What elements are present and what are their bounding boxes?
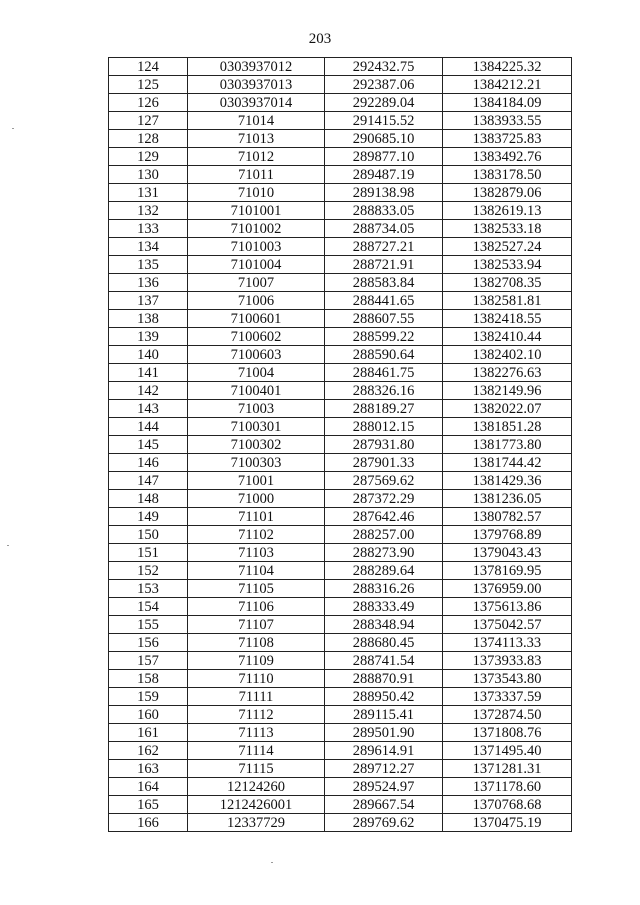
y-coordinate-cell: 1375042.57	[443, 616, 572, 634]
point-number-cell: 138	[109, 310, 188, 328]
x-coordinate-cell: 288607.55	[325, 310, 443, 328]
point-id-cell: 71111	[188, 688, 325, 706]
point-id-cell: 71104	[188, 562, 325, 580]
table-row	[109, 130, 572, 148]
table-row	[109, 706, 572, 724]
y-coordinate-cell: 1371178.60	[443, 778, 572, 796]
x-coordinate-cell: 291415.52	[325, 112, 443, 130]
x-coordinate-cell: 292432.75	[325, 58, 443, 76]
x-coordinate-cell: 289712.27	[325, 760, 443, 778]
point-id-cell: 71108	[188, 634, 325, 652]
y-coordinate-cell: 1382276.63	[443, 364, 572, 382]
point-number-cell: 154	[109, 598, 188, 616]
table-row	[109, 184, 572, 202]
x-coordinate-cell: 289614.91	[325, 742, 443, 760]
table-row	[109, 58, 572, 76]
point-id-cell: 71011	[188, 166, 325, 184]
x-coordinate-cell: 292289.04	[325, 94, 443, 112]
point-id-cell: 7100302	[188, 436, 325, 454]
table-row	[109, 652, 572, 670]
x-coordinate-cell: 288273.90	[325, 544, 443, 562]
point-id-cell: 7100601	[188, 310, 325, 328]
table-row	[109, 382, 572, 400]
point-number-cell: 150	[109, 526, 188, 544]
page-number: 203	[308, 31, 332, 47]
table-body	[109, 58, 572, 832]
y-coordinate-cell: 1382581.81	[443, 292, 572, 310]
point-number-cell: 152	[109, 562, 188, 580]
y-coordinate-cell: 1371495.40	[443, 742, 572, 760]
y-coordinate-cell: 1384212.21	[443, 76, 572, 94]
point-number-cell: 166	[109, 814, 188, 832]
y-coordinate-cell: 1370475.19	[443, 814, 572, 832]
point-id-cell: 71012	[188, 148, 325, 166]
point-number-cell: 124	[109, 58, 188, 76]
x-coordinate-cell: 288870.91	[325, 670, 443, 688]
point-id-cell: 7100303	[188, 454, 325, 472]
point-id-cell: 71107	[188, 616, 325, 634]
table-row	[109, 274, 572, 292]
y-coordinate-cell: 1371808.76	[443, 724, 572, 742]
y-coordinate-cell: 1370768.68	[443, 796, 572, 814]
table-row	[109, 688, 572, 706]
point-number-cell: 136	[109, 274, 188, 292]
x-coordinate-cell: 288599.22	[325, 328, 443, 346]
point-number-cell: 158	[109, 670, 188, 688]
table-row	[109, 418, 572, 436]
point-id-cell: 71114	[188, 742, 325, 760]
point-number-cell: 159	[109, 688, 188, 706]
point-id-cell: 7100401	[188, 382, 325, 400]
x-coordinate-cell: 288289.64	[325, 562, 443, 580]
y-coordinate-cell: 1383933.55	[443, 112, 572, 130]
point-number-cell: 127	[109, 112, 188, 130]
table-row	[109, 742, 572, 760]
y-coordinate-cell: 1382619.13	[443, 202, 572, 220]
point-id-cell: 71102	[188, 526, 325, 544]
point-number-cell: 161	[109, 724, 188, 742]
y-coordinate-cell: 1372874.50	[443, 706, 572, 724]
table-row	[109, 724, 572, 742]
table-row	[109, 346, 572, 364]
x-coordinate-cell: 287931.80	[325, 436, 443, 454]
y-coordinate-cell: 1382418.55	[443, 310, 572, 328]
y-coordinate-cell: 1381851.28	[443, 418, 572, 436]
table-row	[109, 526, 572, 544]
point-number-cell: 140	[109, 346, 188, 364]
y-coordinate-cell: 1382527.24	[443, 238, 572, 256]
point-number-cell: 157	[109, 652, 188, 670]
point-number-cell: 149	[109, 508, 188, 526]
point-number-cell: 141	[109, 364, 188, 382]
table-row	[109, 634, 572, 652]
x-coordinate-cell: 288680.45	[325, 634, 443, 652]
point-id-cell: 7101002	[188, 220, 325, 238]
table-row	[109, 778, 572, 796]
y-coordinate-cell: 1382533.94	[443, 256, 572, 274]
point-id-cell: 71003	[188, 400, 325, 418]
x-coordinate-cell: 288012.15	[325, 418, 443, 436]
y-coordinate-cell: 1382708.35	[443, 274, 572, 292]
y-coordinate-cell: 1382410.44	[443, 328, 572, 346]
table-row	[109, 670, 572, 688]
point-number-cell: 135	[109, 256, 188, 274]
table-row	[109, 616, 572, 634]
point-number-cell: 162	[109, 742, 188, 760]
point-id-cell: 71109	[188, 652, 325, 670]
point-id-cell: 71106	[188, 598, 325, 616]
x-coordinate-cell: 287901.33	[325, 454, 443, 472]
point-id-cell: 0303937014	[188, 94, 325, 112]
scan-speck	[7, 545, 9, 546]
x-coordinate-cell: 288721.91	[325, 256, 443, 274]
table-row	[109, 760, 572, 778]
y-coordinate-cell: 1381429.36	[443, 472, 572, 490]
x-coordinate-cell: 289138.98	[325, 184, 443, 202]
table-row	[109, 76, 572, 94]
y-coordinate-cell: 1373337.59	[443, 688, 572, 706]
point-number-cell: 155	[109, 616, 188, 634]
point-number-cell: 131	[109, 184, 188, 202]
point-id-cell: 0303937013	[188, 76, 325, 94]
table-row	[109, 490, 572, 508]
point-id-cell: 7100602	[188, 328, 325, 346]
y-coordinate-cell: 1382533.18	[443, 220, 572, 238]
x-coordinate-cell: 288833.05	[325, 202, 443, 220]
table-row	[109, 202, 572, 220]
y-coordinate-cell: 1383492.76	[443, 148, 572, 166]
point-id-cell: 71101	[188, 508, 325, 526]
y-coordinate-cell: 1379043.43	[443, 544, 572, 562]
point-number-cell: 125	[109, 76, 188, 94]
x-coordinate-cell: 288333.49	[325, 598, 443, 616]
table-row	[109, 544, 572, 562]
y-coordinate-cell: 1371281.31	[443, 760, 572, 778]
point-id-cell: 12124260	[188, 778, 325, 796]
point-number-cell: 130	[109, 166, 188, 184]
x-coordinate-cell: 288590.64	[325, 346, 443, 364]
scan-speck	[12, 128, 14, 129]
x-coordinate-cell: 288950.42	[325, 688, 443, 706]
y-coordinate-cell: 1382022.07	[443, 400, 572, 418]
x-coordinate-cell: 289667.54	[325, 796, 443, 814]
point-id-cell: 71014	[188, 112, 325, 130]
x-coordinate-cell: 288583.84	[325, 274, 443, 292]
point-number-cell: 147	[109, 472, 188, 490]
table-row	[109, 166, 572, 184]
table-row	[109, 94, 572, 112]
x-coordinate-cell: 288461.75	[325, 364, 443, 382]
point-number-cell: 144	[109, 418, 188, 436]
point-id-cell: 71004	[188, 364, 325, 382]
x-coordinate-cell: 289115.41	[325, 706, 443, 724]
point-number-cell: 164	[109, 778, 188, 796]
point-number-cell: 134	[109, 238, 188, 256]
table-row	[109, 796, 572, 814]
point-number-cell: 145	[109, 436, 188, 454]
x-coordinate-cell: 288441.65	[325, 292, 443, 310]
point-number-cell: 156	[109, 634, 188, 652]
y-coordinate-cell: 1373543.80	[443, 670, 572, 688]
y-coordinate-cell: 1379768.89	[443, 526, 572, 544]
point-number-cell: 126	[109, 94, 188, 112]
table-row	[109, 256, 572, 274]
point-id-cell: 71013	[188, 130, 325, 148]
point-number-cell: 128	[109, 130, 188, 148]
x-coordinate-cell: 289487.19	[325, 166, 443, 184]
y-coordinate-cell: 1374113.33	[443, 634, 572, 652]
y-coordinate-cell: 1378169.95	[443, 562, 572, 580]
y-coordinate-cell: 1383178.50	[443, 166, 572, 184]
x-coordinate-cell: 289524.97	[325, 778, 443, 796]
x-coordinate-cell: 288257.00	[325, 526, 443, 544]
x-coordinate-cell: 288734.05	[325, 220, 443, 238]
point-number-cell: 129	[109, 148, 188, 166]
table-row	[109, 328, 572, 346]
y-coordinate-cell: 1383725.83	[443, 130, 572, 148]
point-id-cell: 71001	[188, 472, 325, 490]
y-coordinate-cell: 1381773.80	[443, 436, 572, 454]
y-coordinate-cell: 1373933.83	[443, 652, 572, 670]
table-row	[109, 436, 572, 454]
point-id-cell: 0303937012	[188, 58, 325, 76]
point-number-cell: 163	[109, 760, 188, 778]
point-number-cell: 137	[109, 292, 188, 310]
table-row	[109, 580, 572, 598]
x-coordinate-cell: 288316.26	[325, 580, 443, 598]
table-row	[109, 238, 572, 256]
x-coordinate-cell: 289769.62	[325, 814, 443, 832]
x-coordinate-cell: 289501.90	[325, 724, 443, 742]
point-id-cell: 71105	[188, 580, 325, 598]
x-coordinate-cell: 288189.27	[325, 400, 443, 418]
table-row	[109, 310, 572, 328]
y-coordinate-cell: 1380782.57	[443, 508, 572, 526]
point-id-cell: 71113	[188, 724, 325, 742]
table-row	[109, 472, 572, 490]
point-id-cell: 7101001	[188, 202, 325, 220]
table-row	[109, 364, 572, 382]
x-coordinate-cell: 289877.10	[325, 148, 443, 166]
point-number-cell: 153	[109, 580, 188, 598]
y-coordinate-cell: 1382402.10	[443, 346, 572, 364]
point-number-cell: 132	[109, 202, 188, 220]
x-coordinate-cell: 290685.10	[325, 130, 443, 148]
x-coordinate-cell: 288326.16	[325, 382, 443, 400]
y-coordinate-cell: 1375613.86	[443, 598, 572, 616]
point-id-cell: 7100603	[188, 346, 325, 364]
table-row	[109, 508, 572, 526]
point-id-cell: 12337729	[188, 814, 325, 832]
point-number-cell: 165	[109, 796, 188, 814]
point-id-cell: 71006	[188, 292, 325, 310]
point-id-cell: 71115	[188, 760, 325, 778]
point-id-cell: 71000	[188, 490, 325, 508]
point-id-cell: 71010	[188, 184, 325, 202]
table-row	[109, 814, 572, 832]
point-id-cell: 1212426001	[188, 796, 325, 814]
scan-speck	[271, 862, 273, 863]
point-number-cell: 139	[109, 328, 188, 346]
point-id-cell: 7100301	[188, 418, 325, 436]
y-coordinate-cell: 1382149.96	[443, 382, 572, 400]
point-number-cell: 148	[109, 490, 188, 508]
table-row	[109, 562, 572, 580]
y-coordinate-cell: 1384225.32	[443, 58, 572, 76]
table-row	[109, 292, 572, 310]
table-row	[109, 598, 572, 616]
table-row	[109, 454, 572, 472]
point-id-cell: 7101004	[188, 256, 325, 274]
point-number-cell: 146	[109, 454, 188, 472]
y-coordinate-cell: 1381236.05	[443, 490, 572, 508]
point-number-cell: 142	[109, 382, 188, 400]
point-number-cell: 151	[109, 544, 188, 562]
point-id-cell: 71007	[188, 274, 325, 292]
y-coordinate-cell: 1381744.42	[443, 454, 572, 472]
point-id-cell: 7101003	[188, 238, 325, 256]
table-row	[109, 148, 572, 166]
x-coordinate-cell: 288348.94	[325, 616, 443, 634]
point-id-cell: 71110	[188, 670, 325, 688]
point-number-cell: 160	[109, 706, 188, 724]
table-row	[109, 112, 572, 130]
table-row	[109, 220, 572, 238]
coordinates-table	[108, 57, 572, 832]
x-coordinate-cell: 287372.29	[325, 490, 443, 508]
point-number-cell: 133	[109, 220, 188, 238]
y-coordinate-cell: 1382879.06	[443, 184, 572, 202]
point-number-cell: 143	[109, 400, 188, 418]
x-coordinate-cell: 287569.62	[325, 472, 443, 490]
x-coordinate-cell: 288741.54	[325, 652, 443, 670]
point-id-cell: 71103	[188, 544, 325, 562]
y-coordinate-cell: 1376959.00	[443, 580, 572, 598]
x-coordinate-cell: 292387.06	[325, 76, 443, 94]
point-id-cell: 71112	[188, 706, 325, 724]
table-row	[109, 400, 572, 418]
y-coordinate-cell: 1384184.09	[443, 94, 572, 112]
x-coordinate-cell: 288727.21	[325, 238, 443, 256]
x-coordinate-cell: 287642.46	[325, 508, 443, 526]
